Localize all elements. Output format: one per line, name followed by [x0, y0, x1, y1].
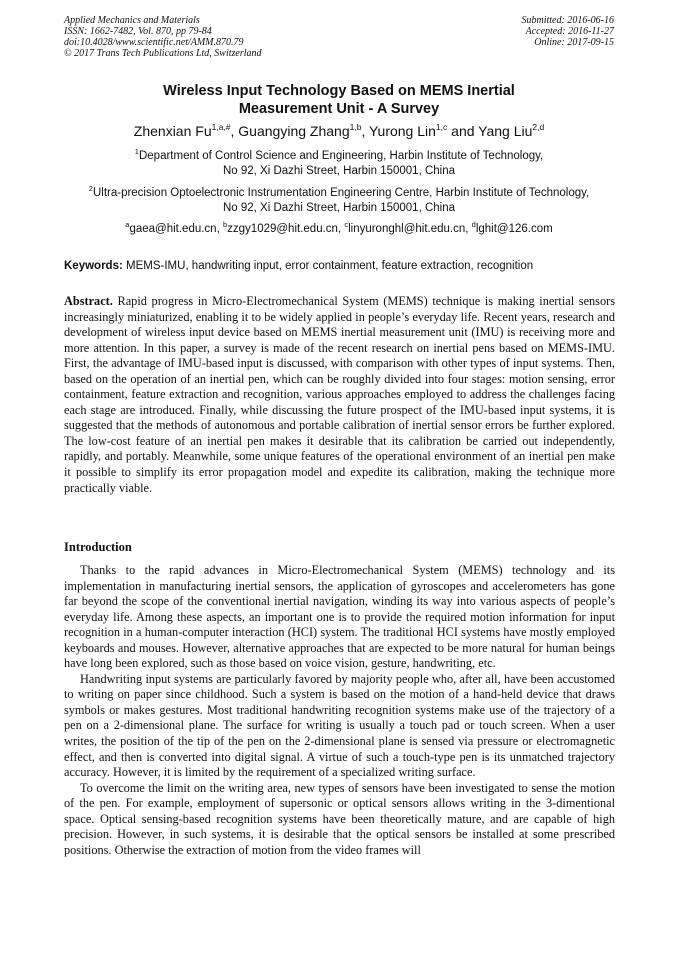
author-name: Yurong Lin: [368, 123, 436, 139]
email-sup: d: [471, 220, 476, 229]
email-sup: c: [344, 220, 349, 229]
introduction-body: [64, 563, 615, 858]
abstract-text: Rapid progress in Micro-Electromechanical System (MEMS) technique is making inertial sensors increasingly miniaturized, enabling it to be widely applied in people’s everyday life. Recent years, research and development of wireless input device based on MEMS inertial measurement unit (IMU) is receiving more and more attention. In this paper, a survey is made of the recent research on inertial pens based on MEMS-IMU. First, the advantage of IMU-based input is discussed, with comparison with other types of input systems. Then, based on the operation of an inertial pen, which can be roughly divided into four stages: motion sensing, error containment, feature extraction and recognition, various approaches employed to address the challenges facing each stage are introduced. Finally, while discussing the future prospect of the IMU-based input systems, it is suggested that the methods of autonomous and portable calibration of inertial sensor errors be further explored. The low-cost feature of an inertial pen makes it desirable that its calibration be carried out independently, rapidly, and portably. Meanwhile, some unique features of the operational environment of an inertial pen make it possible to simplify its error propagation model and expedite its calibration, making the technique more practically viable.: [64, 294, 615, 495]
email-link[interactable]: gaea@hit.edu.cn: [129, 223, 217, 235]
author-sep: ,: [230, 123, 239, 139]
journal-doi: doi:10.4028/www.scientific.net/AMM.870.79: [64, 37, 244, 48]
affiliation-line: No 92, Xi Dazhi Street, Harbin 150001, China: [222, 165, 456, 177]
paper-title: [60, 82, 618, 118]
author-sep: and: [447, 123, 479, 139]
section-heading-introduction: Introduction: [64, 540, 132, 554]
author-name: Zhenxian Fu: [133, 123, 212, 139]
email-link[interactable]: linyuronghl@hit.edu.cn: [348, 223, 466, 235]
affiliation-line: Department of Control Science and Engineering, Harbin Institute of Technology,: [138, 150, 544, 162]
email-sup: b: [222, 220, 228, 229]
affiliation-line: Ultra-precision Optoelectronic Instrumentation Engineering Centre, Harbin Institute of Technology,: [92, 187, 590, 199]
affiliation-2: [30, 186, 648, 216]
date-online: Online: 2017-09-15: [534, 37, 614, 48]
author-sup: 1,a,#: [211, 122, 231, 132]
submission-dates: [414, 15, 614, 48]
journal-info: [64, 15, 384, 59]
email-sup: a: [125, 220, 130, 229]
affiliation-line: No 92, Xi Dazhi Street, Harbin 150001, China: [222, 202, 456, 214]
date-accepted: Accepted: 2016-11-27: [525, 26, 614, 37]
journal-copyright: © 2017 Trans Tech Publications Ltd, Switzerland: [64, 48, 262, 59]
affiliation-1: [30, 149, 648, 179]
author-name: Yang Liu: [478, 123, 533, 139]
email-link[interactable]: zzgy1029@hit.edu.cn: [227, 223, 338, 235]
author-name: Guangying Zhang: [238, 123, 350, 139]
title-line-2: Measurement Unit - A Survey: [238, 101, 440, 117]
journal-name: Applied Mechanics and Materials: [64, 15, 200, 26]
paragraph: Handwriting input systems are particularly favored by majority people who, after all, have been accustomed to writing on paper since childhood. Such a system is based on the motion of a hand-held device that draws symbols or makes gestures. Most traditional handwriting recognition systems make use of the trajectory of a pen on a 2-dimensional plane. The surface for writing is usually a touch pad or touch screen. When a user writes, the position of the tip of the pen on the 2-dimensional plane is sensed via pressure or electromagnetic effect, and then is converted into digital signal. A virtue of such a touch-type pen is its unmatched trajectory accuracy. However, it is limited by the requirement of a specialized writing surface.: [64, 671, 615, 780]
journal-issn: ISSN: 1662-7482, Vol. 870, pp 79-84: [64, 26, 212, 37]
keywords-label: Keywords:: [64, 260, 123, 272]
abstract: [64, 294, 615, 496]
paragraph: Thanks to the rapid advances in Micro-Electromechanical System (MEMS) technology and its implementation in manufacturing inertial sensors, the application of gyroscopes and accelerometers has gone far beyond the scope of the conventional inertial navigation, winding its way into various aspects of people’s everyday life. Among these aspects, an important one is to provide the required motion information for input recognition in a human-computer interaction (HCI) system. The traditional HCI systems have mostly employed keyboards and mouses. However, alternative approaches that are expected to be more natural for human beings have long been explored, such as those based on voice vision, gesture, handwriting, etc.: [64, 563, 615, 671]
abstract-label: Abstract.: [64, 294, 113, 308]
author-sup: 1,c: [435, 122, 448, 132]
affiliation-sup: 2: [88, 184, 93, 193]
author-sep: ,: [361, 123, 369, 139]
email-link[interactable]: lghit@126.com: [475, 223, 553, 235]
date-submitted: Submitted: 2016-06-16: [521, 15, 614, 26]
keywords-text: MEMS-IMU, handwriting input, error containment, feature extraction, recognition: [126, 260, 534, 272]
author-list: [40, 122, 638, 140]
author-emails: $^a$gaea@hit.edu.cn, $^b$zzgy1029@hit.edu.cn, $^c$linyuronghl@hit.edu.cn, $^d$lghit@126.com: [125, 220, 553, 235]
paragraph: To overcome the limit on the writing area, new types of sensors have been investigated to sense the motion of the pen. For example, employment of supersonic or optical sensors allows writing in the 3-dimentional space. Optical sensing-based recognition systems have been theoretically mature, and are capable of high precision. However, in such systems, it is desirable that the optical sensors be installed at some prescribed positions. Otherwise the extraction of motion from the video frames will: [64, 780, 615, 857]
author-sup: 1,b: [349, 122, 362, 132]
affiliation-sup: 1: [134, 147, 139, 156]
keywords: [64, 259, 618, 273]
author-sup: 2,d: [532, 122, 545, 132]
title-line-1: Wireless Input Technology Based on MEMS Inertial: [163, 83, 515, 99]
